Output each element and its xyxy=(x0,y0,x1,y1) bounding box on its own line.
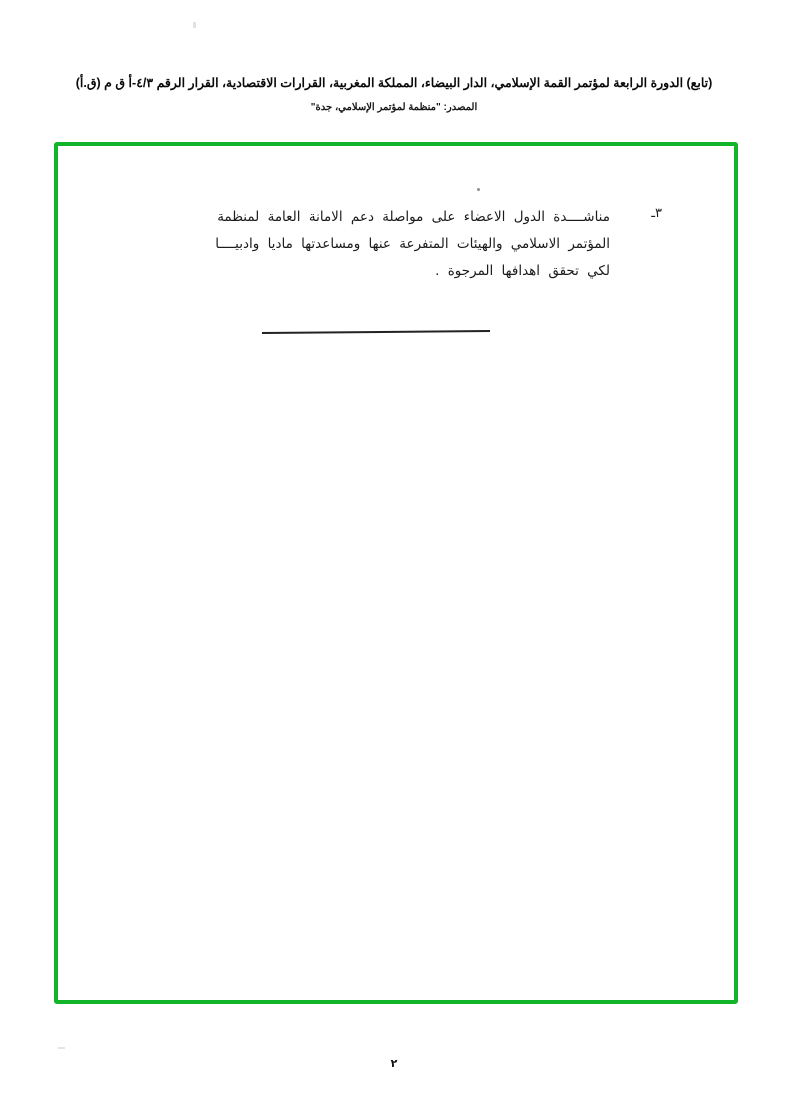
clause-text xyxy=(140,204,610,285)
scan-artifact-top xyxy=(193,22,196,28)
scanned-content xyxy=(102,174,690,333)
header-source: المصدر: "منظمة لمؤتمر الإسلامي، جدة" xyxy=(310,101,478,113)
scan-artifact-bottom xyxy=(58,1047,65,1049)
scanned-document-frame xyxy=(54,142,738,1004)
page-number: ٢ xyxy=(390,1057,398,1070)
clause-line-1: مناشــــدة الدول الاعضاء على مواصلة دعم الامانة العامة لمنظمة xyxy=(217,209,610,225)
divider xyxy=(102,331,690,333)
clause-3 xyxy=(102,204,690,285)
page-header xyxy=(0,74,788,113)
clause-line-3: لكي تحقق اهدافها المرجوة . xyxy=(435,263,610,279)
clause-line-2: المؤتمر الاسلامي والهيئات المتفرعة عنها ومساعدتها ماديا وادبيــــا xyxy=(215,236,610,252)
clause-number: ٣ـ xyxy=(651,206,662,221)
header-title: (تابع) الدورة الرابعة لمؤتمر القمة الإسلامي، الدار البيضاء، المملكة المغربية، القرارات الاقتصادية، القرار الرقم ٤/٣-أ ق م (ق.أ) xyxy=(75,76,713,90)
horizontal-rule-icon xyxy=(262,330,490,334)
scan-speck-icon xyxy=(477,188,480,191)
